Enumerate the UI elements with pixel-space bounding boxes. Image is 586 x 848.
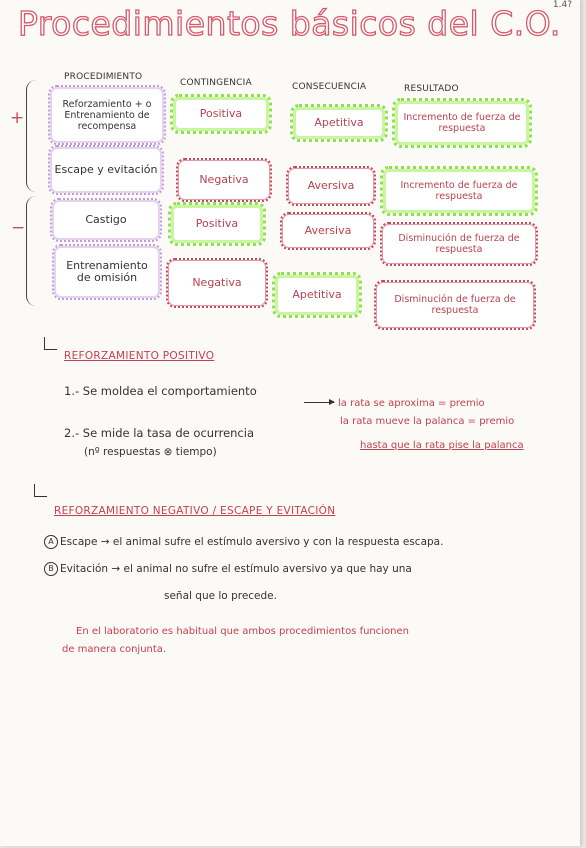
item-avoidance [44,562,412,576]
step-1: 1.- Se moldea el comportamiento [64,384,257,398]
header-contingency: CONTINGENCIA [180,78,252,88]
header-procedure: PROCEDIMIENTO [64,72,143,82]
page-corner-mark: 1.4? [552,0,572,10]
procedure-row-3: Castigo [50,198,162,242]
lab-note-line-1: En el laboratorio es habitual que ambos procedimientos funcionen [76,626,409,637]
procedure-row-2: Escape y evitación [48,145,164,195]
right-arrow-icon [304,402,334,403]
section-heading-negative: REFORZAMIENTO NEGATIVO / ESCAPE Y EVITACIÓN [54,505,336,517]
item-avoidance-text: Evitación → el animal no sufre el estímulo aversivo ya que hay una [60,563,412,575]
consequence-row-3: Aversiva [280,212,376,250]
contingency-row-3: Positiva [168,202,266,246]
procedure-row-1: Reforzamiento + o Entrenamiento de recompensa [48,85,166,145]
header-result: RESULTADO [404,84,459,94]
lab-note-line-2: de manera conjunta. [62,644,167,655]
minus-sign: − [11,218,26,238]
letter-b-marker: B [44,562,58,576]
contingency-row-1: Positiva [170,94,272,134]
consequence-row-1: Apetitiva [290,104,388,142]
brace-positive [26,80,39,192]
result-row-3: Disminución de fuerza de respuesta [380,222,538,266]
procedure-row-4: Entrenamiento de omisión [52,244,162,300]
note-1: la rata se aproxima = premio [338,398,485,409]
contingency-row-2: Negativa [176,158,272,202]
letter-a-marker: A [44,535,58,549]
step-2: 2.- Se mide la tasa de ocurrencia [64,426,254,440]
result-row-2: Incremento de fuerza de respuesta [380,166,538,216]
step-2-detail: (nº respuestas ⊗ tiempo) [84,446,217,458]
subsection-arrow-icon [44,337,57,350]
brace-negative [26,196,39,306]
item-avoidance-continued: señal que lo precede. [164,590,277,602]
note-3: hasta que la rata pise la palanca [360,440,524,451]
result-row-1: Incremento de fuerza de respuesta [392,98,532,148]
subsection-arrow-icon-2 [34,484,47,497]
result-row-4: Disminución de fuerza de respuesta [374,280,536,330]
item-escape [44,535,443,549]
plus-sign: + [10,108,25,128]
consequence-row-4: Apetitiva [272,272,362,318]
note-2: la rata mueve la palanca = premio [340,416,515,427]
page-title: Procedimientos básicos del C.O. [18,4,561,43]
contingency-row-4: Negativa [166,258,268,308]
consequence-row-2: Aversiva [286,166,376,206]
section-heading-positive: REFORZAMIENTO POSITIVO [64,350,215,362]
item-escape-text: Escape → el animal sufre el estímulo aversivo y con la respuesta escapa. [60,536,444,548]
header-consequence: CONSECUENCIA [292,82,367,92]
